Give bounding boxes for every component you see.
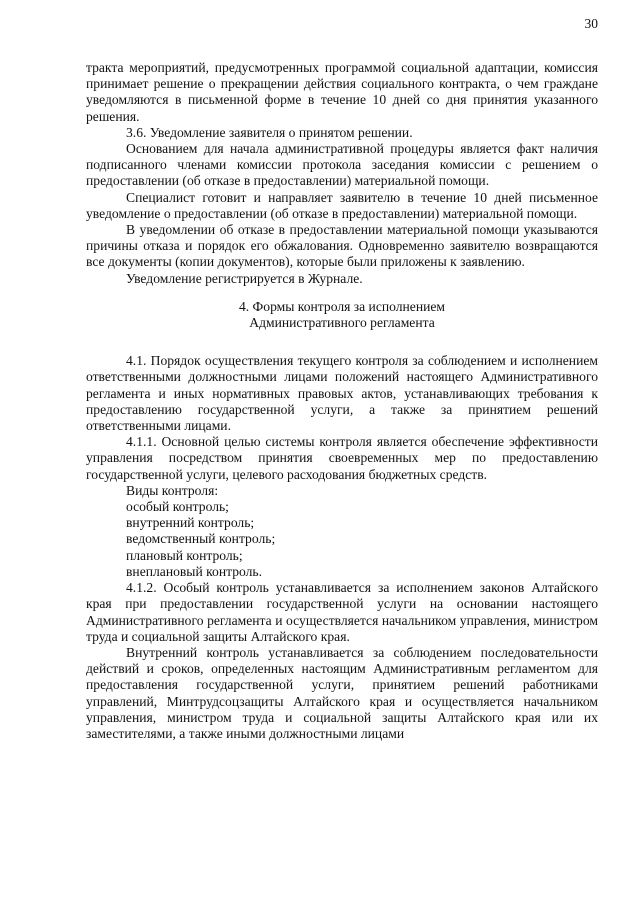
control-type-internal: внутренний контроль; xyxy=(126,515,255,531)
text-block-top xyxy=(86,60,598,287)
control-type-special: особый контроль; xyxy=(126,499,229,515)
section-heading-line2: Административного регламента xyxy=(249,315,435,331)
paragraph-registration: Уведомление регистрируется в Журнале. xyxy=(126,270,363,286)
clause-4-1-2: 4.1.2. Особый контроль устанавливается за исполнением законов Алтайского края при предоставлении государственной услуги на основании настоящего Административного регламента и осуществляется начальником управления, министром труда и социальной защиты Алтайского края. xyxy=(86,580,598,644)
text-block-bottom xyxy=(86,353,598,742)
section-heading-line1: 4. Формы контроля за исполнением xyxy=(238,298,446,314)
paragraph-specialist: Специалист готовит и направляет заявителю в течение 10 дней письменное уведомление о предоставлении (об отказе в предоставлении) материальной помощи. xyxy=(86,189,598,221)
control-type-planned: плановый контроль; xyxy=(126,547,243,563)
section-heading xyxy=(86,299,598,331)
paragraph-basis: Основанием для начала административной процедуры является факт наличия подписанного членами комиссии протокола заседания комиссии с решением о предоставлении (об отказе в предоставлении) материальной помощи. xyxy=(86,141,598,189)
paragraph-internal-control: Внутренний контроль устанавливается за соблюдением последовательности действий и сроков, определенных настоящим Административным регламентом для предоставления государственной услуги, принятием решений работниками управлений, Минтрудсоцзащиты Алтайского края и осуществляется начальником управления, министром труда и социальной защиты Алтайского края или их заместителями, а также иными должностными лицами xyxy=(86,644,598,741)
control-type-unplanned: внеплановый контроль. xyxy=(126,563,263,579)
clause-3-6: 3.6. Уведомление заявителя о принятом решении. xyxy=(126,124,413,140)
clause-4-1-1: 4.1.1. Основной целью системы контроля является обеспечение эффективности управления посредством принятия своевременных мер по предоставлению государственной услуги, целевого расходования бюджетных средств. xyxy=(86,434,598,482)
control-types-title: Виды контроля: xyxy=(126,482,219,498)
paragraph-refusal: В уведомлении об отказе в предоставлении материальной помощи указываются причины отказа и порядок его обжалования. Одновременно заявителю возвращаются все документы (копии документов), которые были приложены к заявлению. xyxy=(86,222,598,270)
document-body xyxy=(86,60,598,742)
clause-4-1: 4.1. Порядок осуществления текущего контроля за соблюдением и исполнением ответственными должностными лицами положений настоящего Административного регламента и иных нормативных правовых актов, устанавливающих требования к предоставлению государственной услуги, а также за принятием решений ответственными лицами. xyxy=(86,353,598,434)
control-type-departmental: ведомственный контроль; xyxy=(126,531,276,547)
paragraph-continuation: тракта мероприятий, предусмотренных программой социальной адаптации, комиссия принимает решение о прекращении действия социального контракта, о чем граждане уведомляются в письменной форме в течение 10 дней со дня принятия указанного решения. xyxy=(86,60,598,124)
page-number: 30 xyxy=(584,16,598,31)
